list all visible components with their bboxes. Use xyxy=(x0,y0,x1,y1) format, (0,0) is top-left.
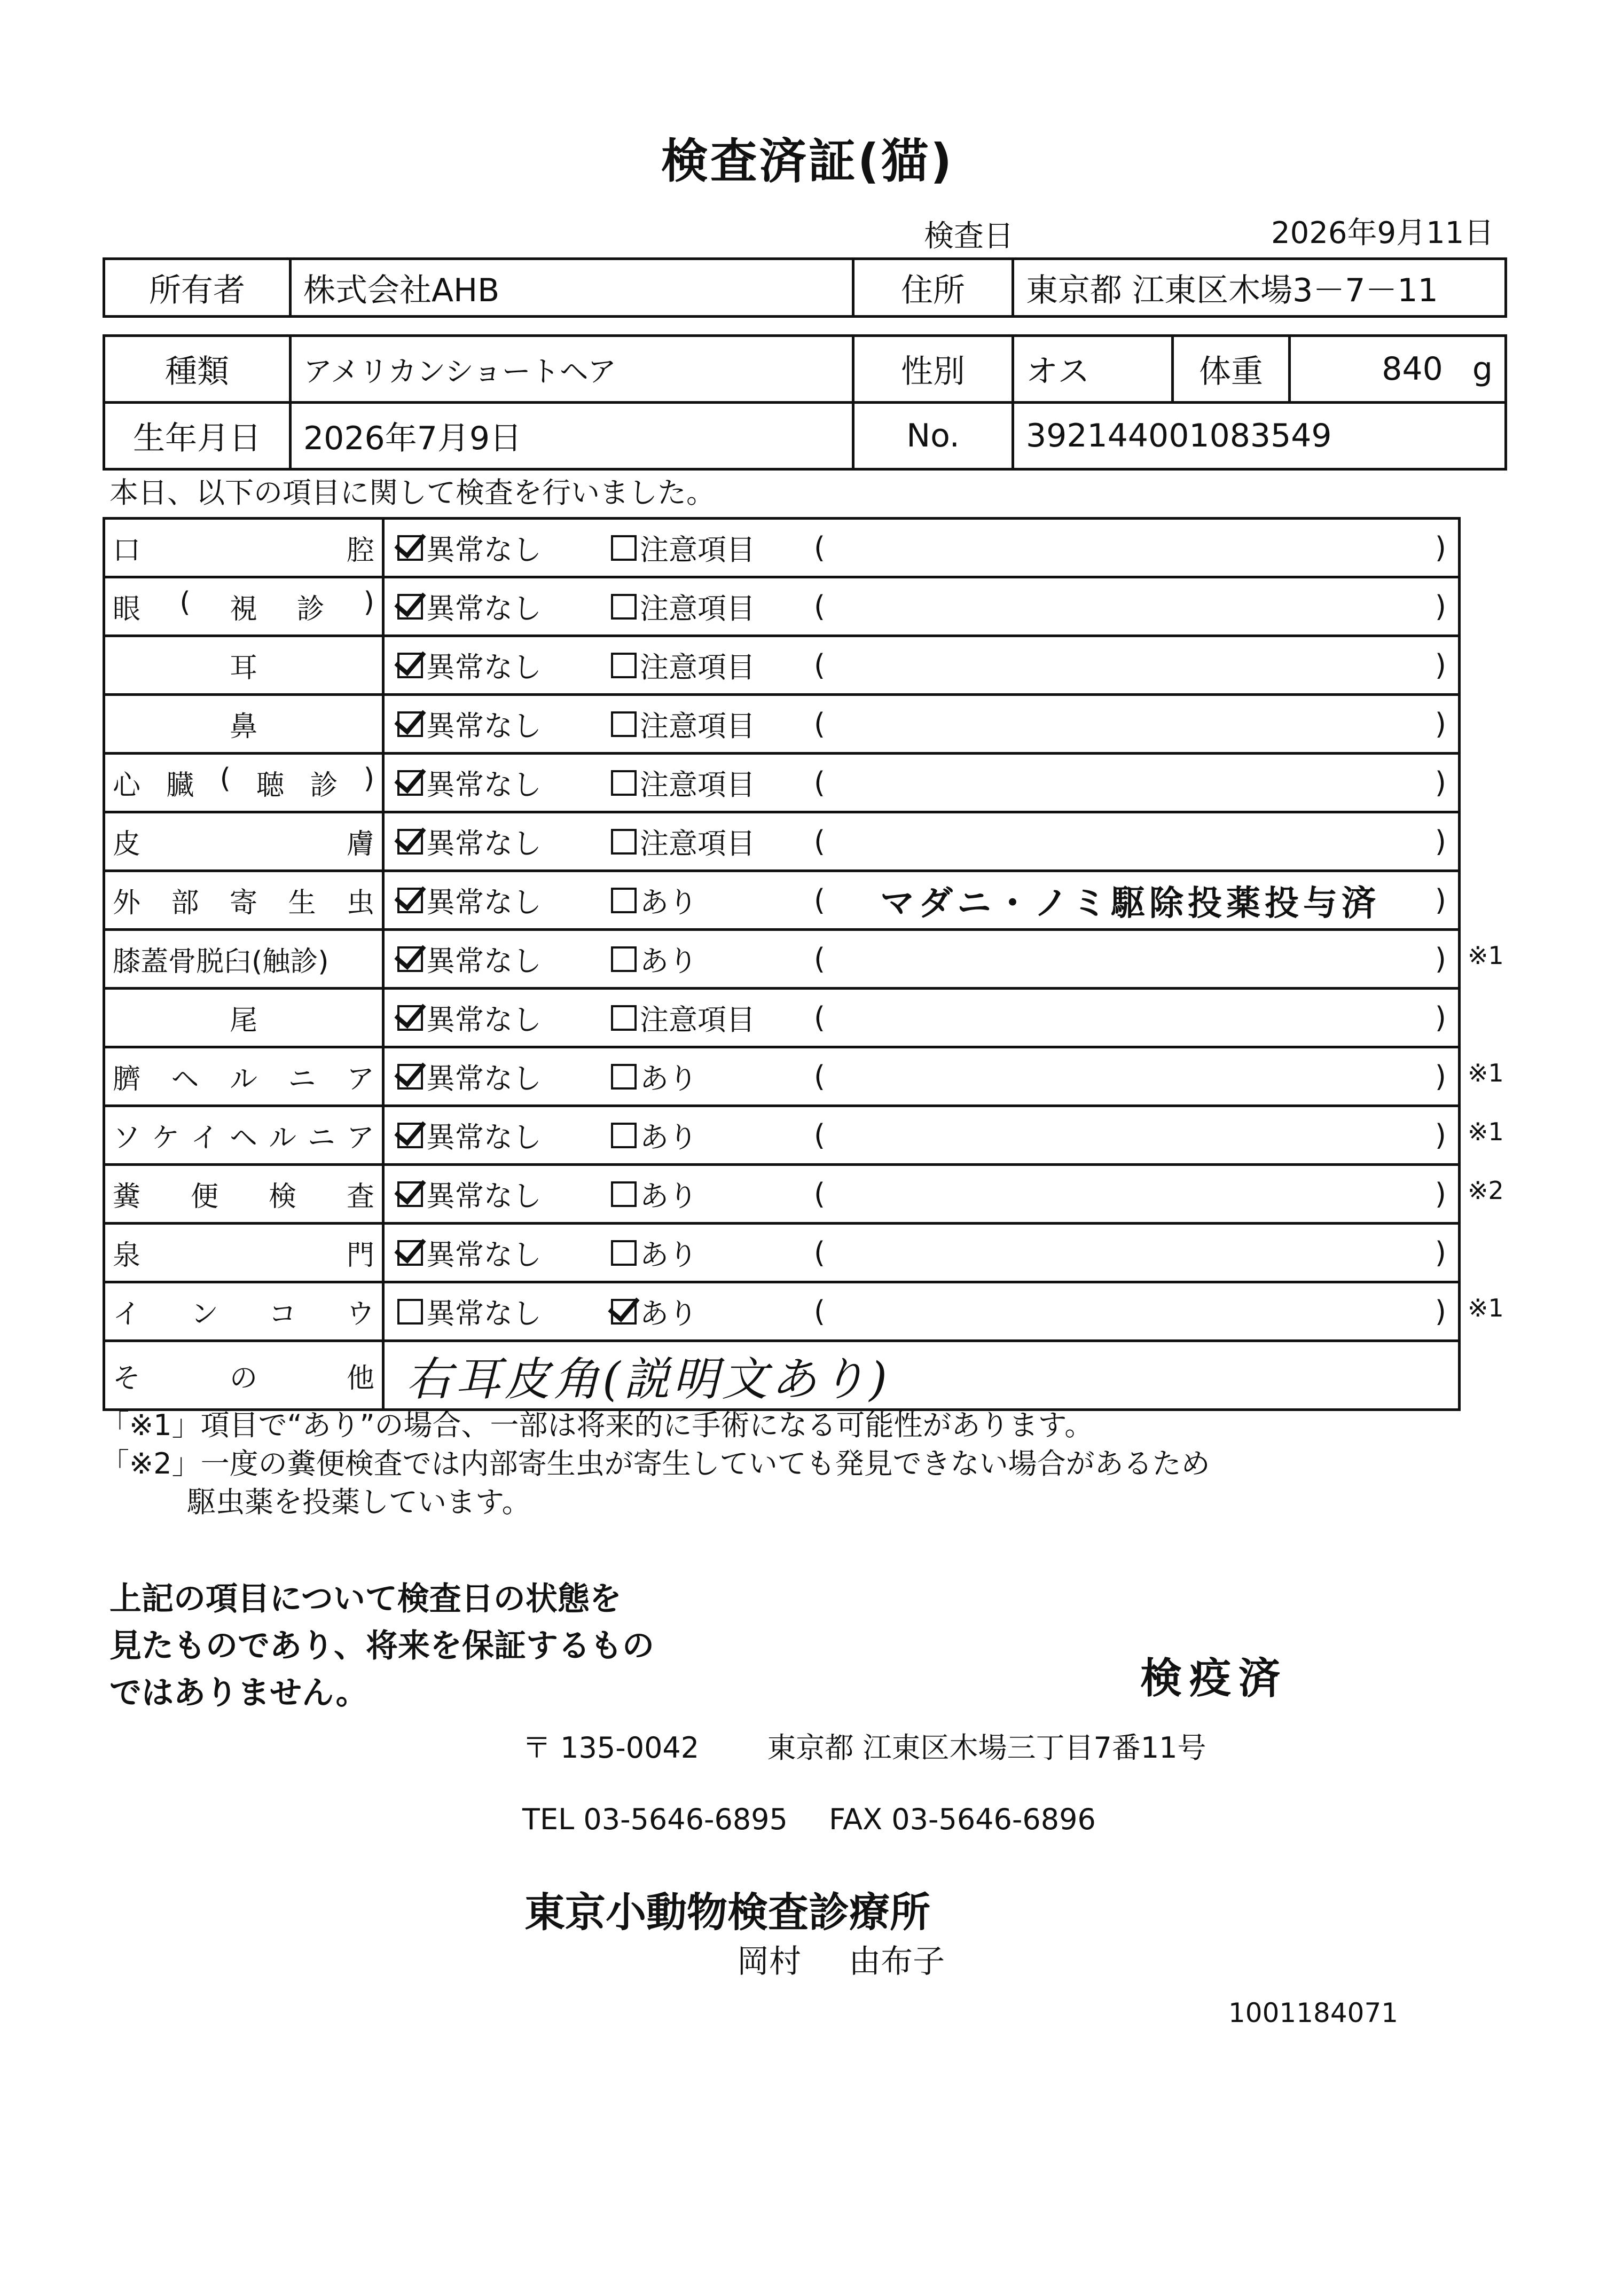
present-checkbox[interactable] xyxy=(611,946,637,972)
check-result xyxy=(383,754,1460,812)
check-row xyxy=(104,1224,1460,1282)
check-item-name xyxy=(104,695,383,754)
present-label: あり xyxy=(640,1179,697,1213)
present-checkbox[interactable] xyxy=(611,1123,637,1148)
check-item-char: ニ xyxy=(288,1063,316,1095)
check-item-char: 膚 xyxy=(346,828,374,860)
check-item-char: 鼻 xyxy=(229,711,257,743)
open-paren: ( xyxy=(814,883,826,917)
normal-label: 異常なし xyxy=(426,827,542,860)
check-result xyxy=(383,930,1460,989)
present-checkbox[interactable] xyxy=(611,1181,637,1207)
disclaimer-line: 見たものであり、将来を保証するもの xyxy=(109,1627,654,1665)
birthdate-label: 生年月日 xyxy=(104,403,291,469)
normal-checkbox[interactable] xyxy=(397,711,423,737)
check-item-char: ニ xyxy=(307,1122,335,1154)
check-item-char: 糞 xyxy=(113,1181,141,1213)
other-label-char: そ xyxy=(113,1362,141,1394)
check-result xyxy=(383,871,1460,930)
check-item-name xyxy=(104,1165,383,1224)
check-item-char: 泉 xyxy=(113,1240,141,1272)
present-checkbox[interactable] xyxy=(611,1240,637,1266)
check-item-name xyxy=(104,930,383,989)
present-label: あり xyxy=(640,944,697,978)
clinic-address-line xyxy=(522,1725,1206,1766)
check-item-char: 尾 xyxy=(229,1005,257,1037)
check-item-name xyxy=(104,577,383,636)
sex-value: オス xyxy=(1013,336,1173,403)
check-item-char: 部 xyxy=(171,887,199,919)
check-row xyxy=(104,577,1460,636)
check-result xyxy=(383,695,1460,754)
check-item-char: 口 xyxy=(113,535,141,567)
normal-checkbox[interactable] xyxy=(397,888,423,913)
check-item-char: ( xyxy=(179,586,191,618)
number-value: 392144001083549 xyxy=(1013,403,1506,469)
open-paren: ( xyxy=(814,1118,826,1152)
check-item-char: 診 xyxy=(296,593,325,625)
normal-label: 異常なし xyxy=(426,709,542,743)
caution-label: 注意項目 xyxy=(640,651,755,684)
open-paren: ( xyxy=(814,707,826,741)
normal-label: 異常なし xyxy=(426,768,542,802)
check-item-name xyxy=(104,754,383,812)
present-label: あり xyxy=(640,886,697,919)
owner-label: 所有者 xyxy=(104,259,291,317)
check-row xyxy=(104,754,1460,812)
other-row xyxy=(104,1341,1460,1410)
normal-label: 異常なし xyxy=(426,592,542,625)
check-row xyxy=(104,1106,1460,1165)
normal-checkbox[interactable] xyxy=(397,1005,423,1031)
check-item-char: ル xyxy=(229,1063,257,1095)
check-item-char: ヘ xyxy=(229,1122,257,1154)
caution-checkbox[interactable] xyxy=(611,770,637,796)
caution-label: 注意項目 xyxy=(640,768,755,802)
caution-label: 注意項目 xyxy=(640,709,755,743)
normal-checkbox[interactable] xyxy=(397,653,423,678)
check-row xyxy=(104,695,1460,754)
inspection-date-label: 検査日 xyxy=(924,219,1014,254)
check-result xyxy=(383,577,1460,636)
check-item-char: イ xyxy=(190,1122,218,1154)
close-paren: ) xyxy=(1434,825,1446,858)
quarantine-stamp: 検疫済 xyxy=(1140,1655,1288,1703)
breed-value: アメリカンショートヘア xyxy=(291,336,853,403)
clinic-address: 東京都 江東区木場三丁目7番11号 xyxy=(767,1731,1206,1765)
open-paren: ( xyxy=(814,1177,826,1211)
clinic-name: 東京小動物検査診療所 xyxy=(524,1888,930,1936)
disclaimer-line: 上記の項目について検査日の状態を xyxy=(109,1580,622,1618)
close-paren: ) xyxy=(1434,1118,1446,1152)
check-item-char: 外 xyxy=(113,887,141,919)
check-item-char: 心 xyxy=(113,770,141,802)
normal-checkbox[interactable] xyxy=(397,1299,423,1325)
present-checkbox[interactable] xyxy=(611,888,637,913)
check-item-char: ) xyxy=(363,763,374,795)
check-comment: マダニ・ノミ駆除投薬投与済 xyxy=(880,883,1380,923)
breed-label: 種類 xyxy=(104,336,291,403)
check-item-char: ヘ xyxy=(171,1063,199,1095)
intro-text: 本日、以下の項目に関して検査を行いました。 xyxy=(109,476,715,510)
close-paren: ) xyxy=(1434,590,1446,623)
open-paren: ( xyxy=(814,531,826,565)
check-item-char: ン xyxy=(190,1298,218,1330)
open-paren: ( xyxy=(814,1236,826,1270)
check-row xyxy=(104,1165,1460,1224)
notes xyxy=(100,1406,1210,1522)
normal-label: 異常なし xyxy=(426,1062,542,1095)
note-line: 「※1」項目で“あり”の場合、一部は将来的に手術になる可能性があります。 xyxy=(100,1408,1094,1442)
close-paren: ) xyxy=(1434,1295,1446,1328)
check-item-char: ( xyxy=(219,763,231,795)
check-item-char: コ xyxy=(268,1298,296,1330)
contact-line xyxy=(522,1803,1096,1836)
check-item-char: 臍 xyxy=(113,1063,141,1095)
weight-value: 840 xyxy=(1382,350,1443,388)
check-item-char: ウ xyxy=(346,1298,374,1330)
check-item-name xyxy=(104,1282,383,1341)
close-paren: ) xyxy=(1434,648,1446,682)
open-paren: ( xyxy=(814,1060,826,1093)
present-label: あり xyxy=(640,1120,697,1154)
check-item-char: 耳 xyxy=(229,652,257,684)
caution-label: 注意項目 xyxy=(640,533,755,567)
open-paren: ( xyxy=(814,766,826,800)
check-result xyxy=(383,989,1460,1047)
caution-checkbox[interactable] xyxy=(611,1005,637,1031)
check-item-name xyxy=(104,519,383,577)
present-checkbox[interactable] xyxy=(611,1064,637,1090)
normal-checkbox[interactable] xyxy=(397,829,423,855)
other-cell xyxy=(383,1341,1460,1410)
check-item-char: ケ xyxy=(151,1122,179,1154)
birthdate-value: 2026年7月9日 xyxy=(291,403,853,469)
present-label: あり xyxy=(640,1062,697,1095)
check-row xyxy=(104,930,1460,989)
check-item-char: ) xyxy=(363,586,374,618)
check-item-name xyxy=(104,636,383,695)
check-item-char: 臓 xyxy=(166,770,194,802)
close-paren: ) xyxy=(1434,1060,1446,1093)
other-handwritten-value: 右耳皮角(説明文あり) xyxy=(406,1353,891,1406)
close-paren: ) xyxy=(1434,766,1446,800)
check-result xyxy=(383,1047,1460,1106)
check-item-name xyxy=(104,1224,383,1282)
note-mark: ※1 xyxy=(1468,941,1504,970)
postal-code: 〒 135-0042 xyxy=(522,1731,700,1765)
open-paren: ( xyxy=(814,648,826,682)
normal-label: 異常なし xyxy=(426,886,542,919)
check-row xyxy=(104,636,1460,695)
present-checkbox[interactable] xyxy=(611,1299,637,1325)
check-item-char: ア xyxy=(346,1063,374,1095)
normal-label: 異常なし xyxy=(426,944,542,978)
check-result xyxy=(383,1282,1460,1341)
check-item-name xyxy=(104,989,383,1047)
check-item-char: 虫 xyxy=(346,887,374,919)
caution-checkbox[interactable] xyxy=(611,653,637,678)
present-label: あり xyxy=(640,1297,697,1330)
other-label-char: の xyxy=(229,1362,257,1394)
caution-label: 注意項目 xyxy=(640,827,755,860)
number-label: No. xyxy=(853,403,1013,469)
check-item-char: イ xyxy=(113,1298,141,1330)
note-mark: ※1 xyxy=(1468,1117,1504,1146)
address-value: 東京都 江東区木場3－7－11 xyxy=(1013,259,1506,317)
check-item-char: 門 xyxy=(346,1240,374,1272)
sex-label: 性別 xyxy=(853,336,1013,403)
note-line: 駆虫薬を投薬しています。 xyxy=(100,1485,531,1519)
normal-checkbox[interactable] xyxy=(397,1240,423,1266)
weight-unit: g xyxy=(1472,350,1493,388)
close-paren: ) xyxy=(1434,1177,1446,1211)
note-line: 「※2」一度の糞便検査では内部寄生虫が寄生していても発見できない場合があるため xyxy=(100,1447,1210,1480)
vet-given-name: 由布子 xyxy=(849,1943,945,1980)
normal-label: 異常なし xyxy=(426,1238,542,1272)
check-item-char: 視 xyxy=(229,593,257,625)
fax-number: FAX 03-5646-6896 xyxy=(829,1803,1096,1836)
check-row xyxy=(104,1282,1460,1341)
check-row xyxy=(104,871,1460,930)
caution-label: 注意項目 xyxy=(640,592,755,625)
check-item-name xyxy=(104,1047,383,1106)
check-item-char: 腔 xyxy=(346,535,374,567)
check-item-char: 査 xyxy=(346,1181,374,1213)
normal-label: 異常なし xyxy=(426,533,542,567)
check-item-char: 眼 xyxy=(113,593,141,625)
present-label: あり xyxy=(640,1238,697,1272)
owner-table xyxy=(103,257,1507,318)
vet-name xyxy=(737,1936,945,1982)
note-mark: ※1 xyxy=(1468,1294,1504,1322)
check-item-char: 寄 xyxy=(229,887,257,919)
disclaimer-line: ではありません。 xyxy=(109,1674,368,1712)
caution-label: 注意項目 xyxy=(640,1003,755,1037)
check-item-char: 便 xyxy=(190,1181,218,1213)
check-item-char: 診 xyxy=(310,770,338,802)
document-title: 検査済証(猫) xyxy=(661,134,954,189)
normal-checkbox[interactable] xyxy=(397,1064,423,1090)
owner-value: 株式会社AHB xyxy=(291,259,853,317)
check-table xyxy=(103,517,1461,1411)
tel-number: TEL 03-5646-6895 xyxy=(522,1803,788,1836)
serial-number: 1001184071 xyxy=(1228,1997,1399,2028)
check-item-char: ソ xyxy=(113,1122,141,1154)
check-item-char: 皮 xyxy=(113,828,141,860)
note-mark: ※2 xyxy=(1468,1176,1504,1205)
weight-cell xyxy=(1290,336,1506,403)
check-row xyxy=(104,1047,1460,1106)
address-label: 住所 xyxy=(853,259,1013,317)
check-row xyxy=(104,812,1460,871)
open-paren: ( xyxy=(814,1001,826,1035)
check-item-char: 聴 xyxy=(256,770,285,802)
check-result xyxy=(383,519,1460,577)
vet-family-name: 岡村 xyxy=(737,1943,801,1980)
close-paren: ) xyxy=(1434,942,1446,976)
caution-checkbox[interactable] xyxy=(611,594,637,620)
check-item-char: 生 xyxy=(288,887,316,919)
check-item-name xyxy=(104,812,383,871)
check-result xyxy=(383,636,1460,695)
normal-checkbox[interactable] xyxy=(397,594,423,620)
check-item-name xyxy=(104,871,383,930)
normal-checkbox[interactable] xyxy=(397,770,423,796)
close-paren: ) xyxy=(1434,883,1446,917)
open-paren: ( xyxy=(814,942,826,976)
normal-checkbox[interactable] xyxy=(397,535,423,561)
weight-label: 体重 xyxy=(1173,336,1290,403)
normal-label: 異常なし xyxy=(426,1120,542,1154)
normal-label: 異常なし xyxy=(426,651,542,684)
check-row xyxy=(104,989,1460,1047)
inspection-date: 2026年9月11日 xyxy=(1271,216,1494,250)
normal-checkbox[interactable] xyxy=(397,1181,423,1207)
disclaimer xyxy=(109,1576,654,1717)
check-result xyxy=(383,812,1460,871)
caution-checkbox[interactable] xyxy=(611,711,637,737)
caution-checkbox[interactable] xyxy=(611,535,637,561)
other-label xyxy=(104,1341,383,1410)
check-result xyxy=(383,1165,1460,1224)
check-item-char: 膝蓋骨脱臼(触診) xyxy=(113,946,329,978)
normal-label: 異常なし xyxy=(426,1003,542,1037)
open-paren: ( xyxy=(814,825,826,858)
check-item-name xyxy=(104,1106,383,1165)
normal-label: 異常なし xyxy=(426,1297,542,1330)
check-item-char: ル xyxy=(268,1122,296,1154)
open-paren: ( xyxy=(814,1295,826,1328)
check-result xyxy=(383,1106,1460,1165)
check-result xyxy=(383,1224,1460,1282)
check-row xyxy=(104,519,1460,577)
open-paren: ( xyxy=(814,590,826,623)
normal-checkbox[interactable] xyxy=(397,1123,423,1148)
other-label-char: 他 xyxy=(346,1362,374,1394)
normal-checkbox[interactable] xyxy=(397,946,423,972)
close-paren: ) xyxy=(1434,1236,1446,1270)
note-mark: ※1 xyxy=(1468,1059,1504,1087)
close-paren: ) xyxy=(1434,1001,1446,1035)
caution-checkbox[interactable] xyxy=(611,829,637,855)
check-item-char: ア xyxy=(346,1122,374,1154)
close-paren: ) xyxy=(1434,531,1446,565)
normal-label: 異常なし xyxy=(426,1179,542,1213)
close-paren: ) xyxy=(1434,707,1446,741)
check-item-char: 検 xyxy=(268,1181,296,1213)
animal-table xyxy=(103,334,1507,471)
